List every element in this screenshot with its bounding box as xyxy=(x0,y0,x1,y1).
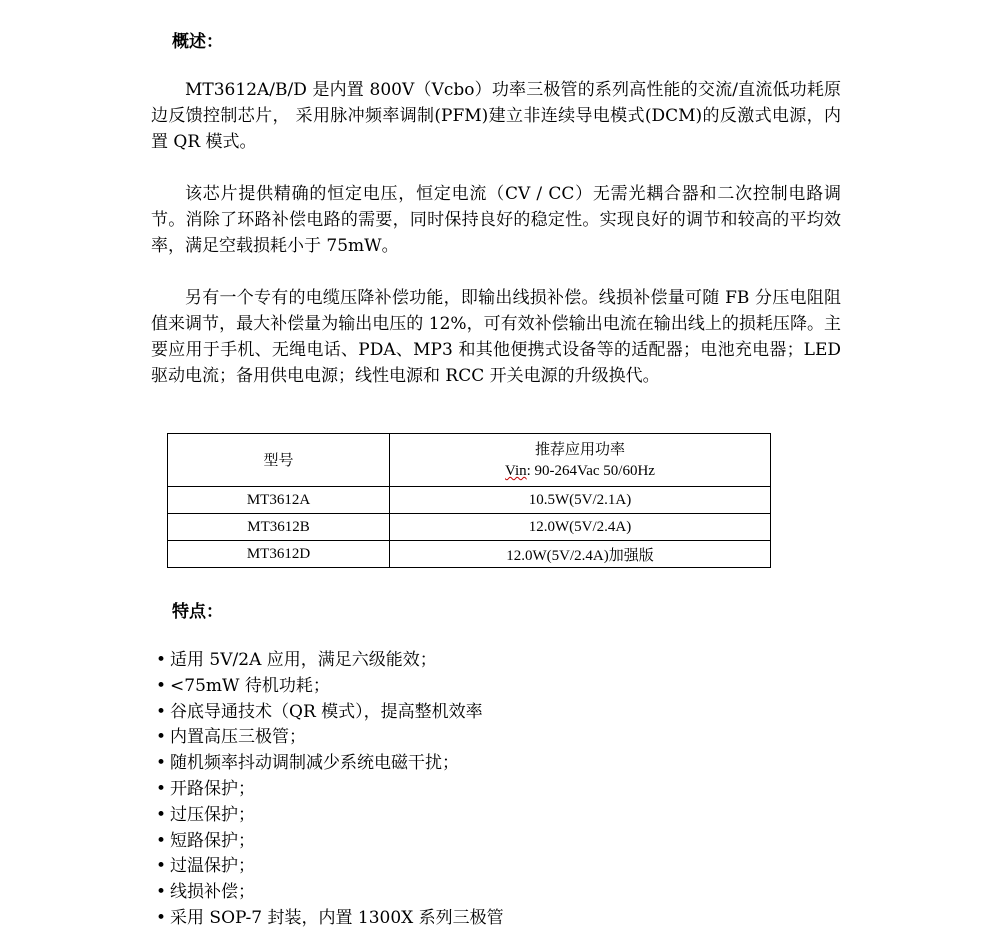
features-heading: 特点： xyxy=(172,602,223,622)
overview-heading: 概述： xyxy=(172,32,223,52)
header-model xyxy=(168,434,390,487)
list-item: • 谷底导通技术（QR 模式），提高整机效率 xyxy=(156,700,504,726)
vin-label: Vin xyxy=(505,463,527,479)
vin-value: : 90-264Vac 50/60Hz xyxy=(526,463,655,479)
power-cell: 12.0W(5V/2.4A)加强版 xyxy=(390,541,771,568)
model-cell: MT3612D xyxy=(168,541,390,568)
list-item: • 随机频率抖动调制减少系统电磁干扰； xyxy=(156,751,504,777)
overview-paragraph-2: 该芯片提供精确的恒定电压，恒定电流（CV / CC）无需光耦合器和二次控制电路调节。消除了环路补偿电路的需要，同时保持良好的稳定性。实现良好的调节和较高的平均效率，满足空载损耗小于 75mW。 xyxy=(151,184,841,256)
features-list xyxy=(156,648,504,932)
list-item: • <75mW 待机功耗； xyxy=(156,674,504,700)
table-row xyxy=(168,487,771,514)
power-cell: 12.0W(5V/2.4A) xyxy=(390,514,771,541)
list-item: • 内置高压三极管； xyxy=(156,725,504,751)
list-item: • 采用 SOP-7 封装，内置 1300X 系列三极管 xyxy=(156,906,504,932)
model-cell: MT3612B xyxy=(168,514,390,541)
power-table xyxy=(167,433,771,568)
table-header-row xyxy=(168,434,771,487)
header-power xyxy=(390,434,771,487)
list-item: • 过压保护； xyxy=(156,803,504,829)
table-row xyxy=(168,514,771,541)
header-model-label: 型号 xyxy=(263,451,294,469)
power-cell: 10.5W(5V/2.1A) xyxy=(390,487,771,514)
header-power-label: 推荐应用功率 xyxy=(534,440,625,458)
list-item: • 线损补偿； xyxy=(156,880,504,906)
list-item: • 短路保护； xyxy=(156,829,504,855)
overview-paragraph-3: 另有一个专有的电缆压降补偿功能，即输出线损补偿。线损补偿量可随 FB 分压电阻阻值来调节，最大补偿量为输出电压的 12%，可有效补偿输出电流在输出线上的损耗压降。主要应用于手机、无绳电话、PDA、MP3 和其他便携式设备等的适配器；电池充电器；LED 驱动电流；备用供电电源；线性电源和 RCC 开关电源的升级换代。 xyxy=(151,288,841,386)
table-row xyxy=(168,541,771,568)
overview-paragraph-1: MT3612A/B/D 是内置 800V（Vcbo）功率三极管的系列高性能的交流/直流低功耗原边反馈控制芯片， 采用脉冲频率调制(PFM)建立非连续导电模式(DCM)的反激式电源，内置 QR 模式。 xyxy=(151,80,841,152)
model-cell: MT3612A xyxy=(168,487,390,514)
list-item: • 开路保护； xyxy=(156,777,504,803)
list-item: • 过温保护； xyxy=(156,854,504,880)
list-item: • 适用 5V/2A 应用，满足六级能效； xyxy=(156,648,504,674)
header-vin xyxy=(390,460,770,482)
